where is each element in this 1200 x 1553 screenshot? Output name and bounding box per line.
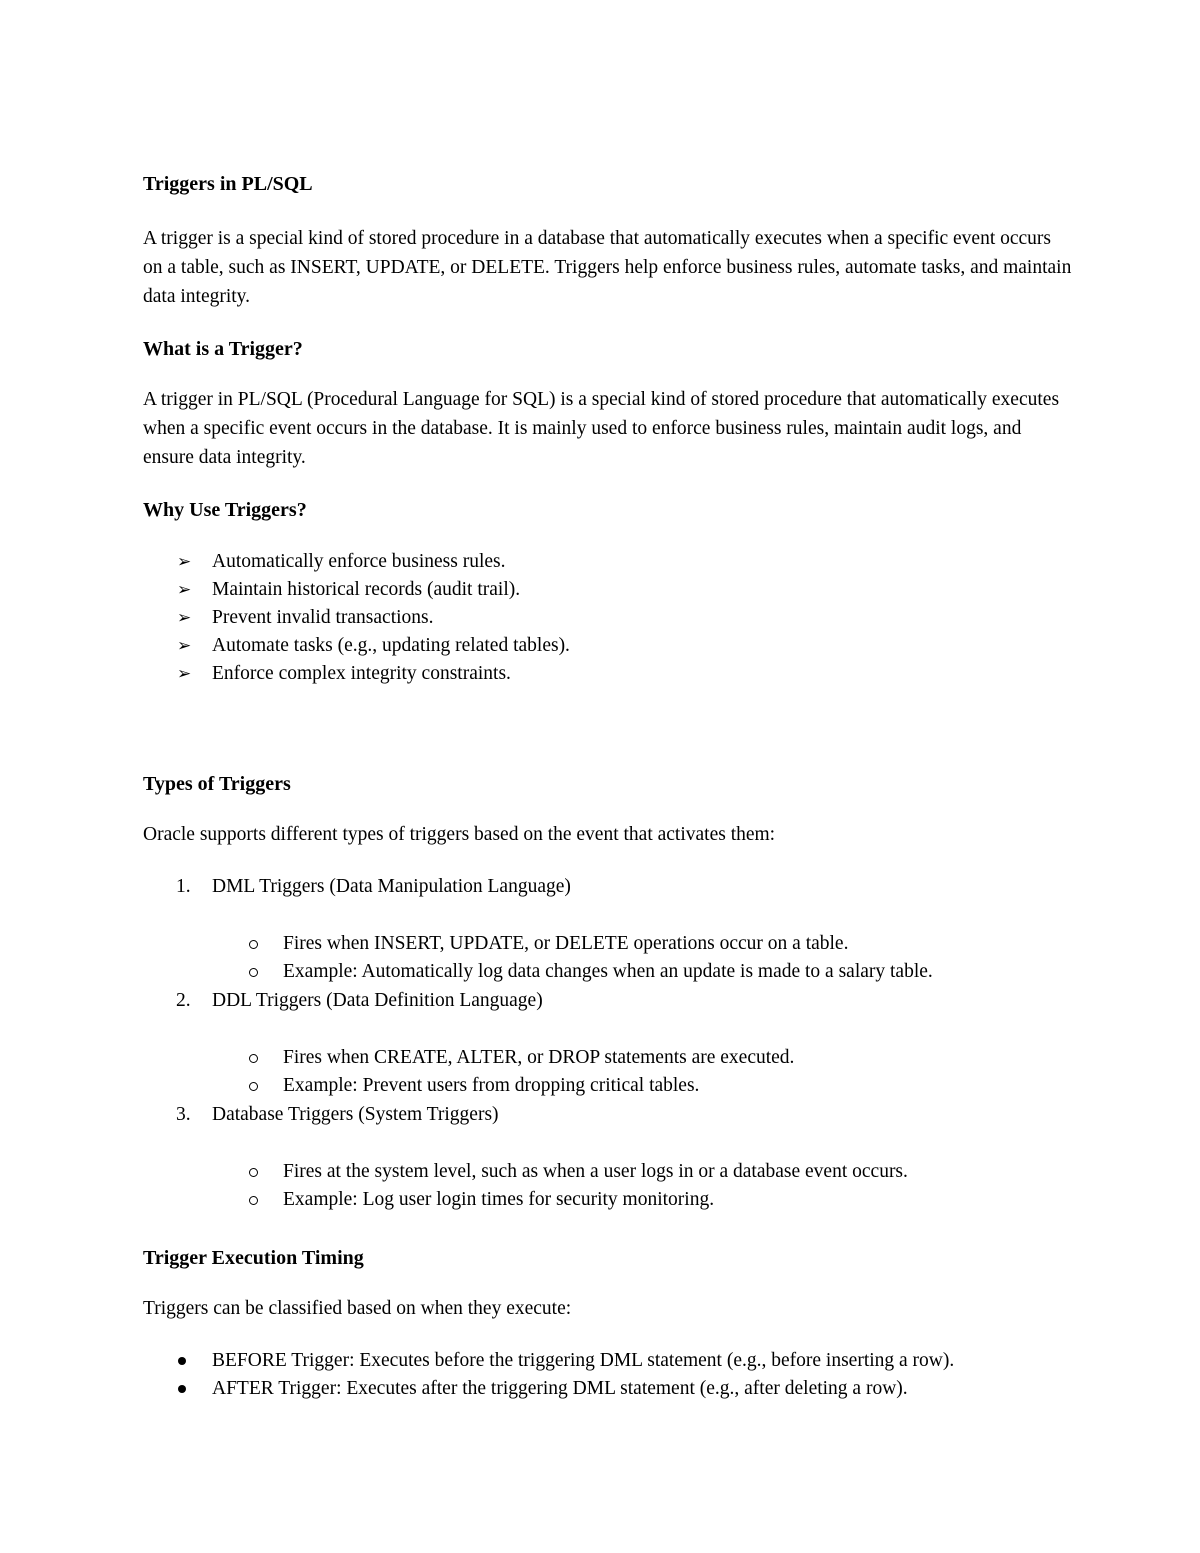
- list-item-text: Enforce complex integrity constraints.: [212, 663, 511, 684]
- types-heading: Types of Triggers: [143, 773, 291, 795]
- why-heading: Why Use Triggers?: [143, 499, 307, 521]
- list-item-text: Example: Prevent users from dropping critical tables.: [283, 1075, 700, 1096]
- list-item-text: Maintain historical records (audit trail).: [212, 579, 521, 600]
- list-item-text: Fires when INSERT, UPDATE, or DELETE operations occur on a table.: [283, 933, 849, 954]
- arrow-bullet-icon: ➢: [177, 552, 192, 572]
- arrow-bullet-icon: ➢: [177, 636, 192, 656]
- list-item-text: Example: Log user login times for security monitoring.: [283, 1189, 715, 1210]
- circle-bullet-icon: [249, 1168, 258, 1177]
- list-item-text: Automate tasks (e.g., updating related tables).: [212, 635, 570, 656]
- circle-bullet-icon: [249, 1082, 258, 1091]
- list-item-text: Example: Automatically log data changes when an update is made to a salary table.: [283, 961, 933, 982]
- list-item-text: AFTER Trigger: Executes after the triggering DML statement (e.g., after deleting a row).: [212, 1378, 908, 1399]
- arrow-bullet-icon: ➢: [177, 608, 192, 628]
- list-number: 2.: [176, 990, 191, 1011]
- timing-intro: Triggers can be classified based on when they execute:: [143, 1298, 572, 1319]
- arrow-bullet-icon: ➢: [177, 664, 192, 684]
- bullet-icon: [178, 1385, 186, 1393]
- bullet-icon: [178, 1357, 186, 1365]
- list-item-text: DDL Triggers (Data Definition Language): [212, 990, 543, 1011]
- circle-bullet-icon: [249, 968, 258, 977]
- list-number: 1.: [176, 876, 191, 897]
- list-item-text: Automatically enforce business rules.: [212, 551, 506, 572]
- what-paragraph: A trigger in PL/SQL (Procedural Language for SQL) is a special kind of stored procedure that automatically executes when a specific event occurs in the database. It is mainly used to enforce business rules, maintain audit logs, and ensure data integrity.: [143, 389, 1060, 468]
- document-title: Triggers in PL/SQL: [143, 173, 313, 195]
- circle-bullet-icon: [249, 1196, 258, 1205]
- list-item-text: Fires when CREATE, ALTER, or DROP statements are executed.: [283, 1047, 795, 1068]
- circle-bullet-icon: [249, 940, 258, 949]
- list-item-text: Prevent invalid transactions.: [212, 607, 434, 628]
- list-item-text: DML Triggers (Data Manipulation Language): [212, 876, 571, 897]
- intro-paragraph: A trigger is a special kind of stored procedure in a database that automatically executes when a specific event occurs on a table, such as INSERT, UPDATE, or DELETE. Triggers help enforce business rules, automate tasks, and maintain data integrity.: [143, 228, 1072, 307]
- timing-heading: Trigger Execution Timing: [143, 1247, 364, 1269]
- circle-bullet-icon: [249, 1054, 258, 1063]
- list-item-text: Database Triggers (System Triggers): [212, 1104, 499, 1125]
- list-item-text: Fires at the system level, such as when a user logs in or a database event occurs.: [283, 1161, 908, 1182]
- list-item-text: BEFORE Trigger: Executes before the triggering DML statement (e.g., before inserting a row).: [212, 1350, 955, 1371]
- list-number: 3.: [176, 1104, 191, 1125]
- what-heading: What is a Trigger?: [143, 338, 303, 360]
- arrow-bullet-icon: ➢: [177, 580, 192, 600]
- types-intro: Oracle supports different types of triggers based on the event that activates them:: [143, 824, 776, 845]
